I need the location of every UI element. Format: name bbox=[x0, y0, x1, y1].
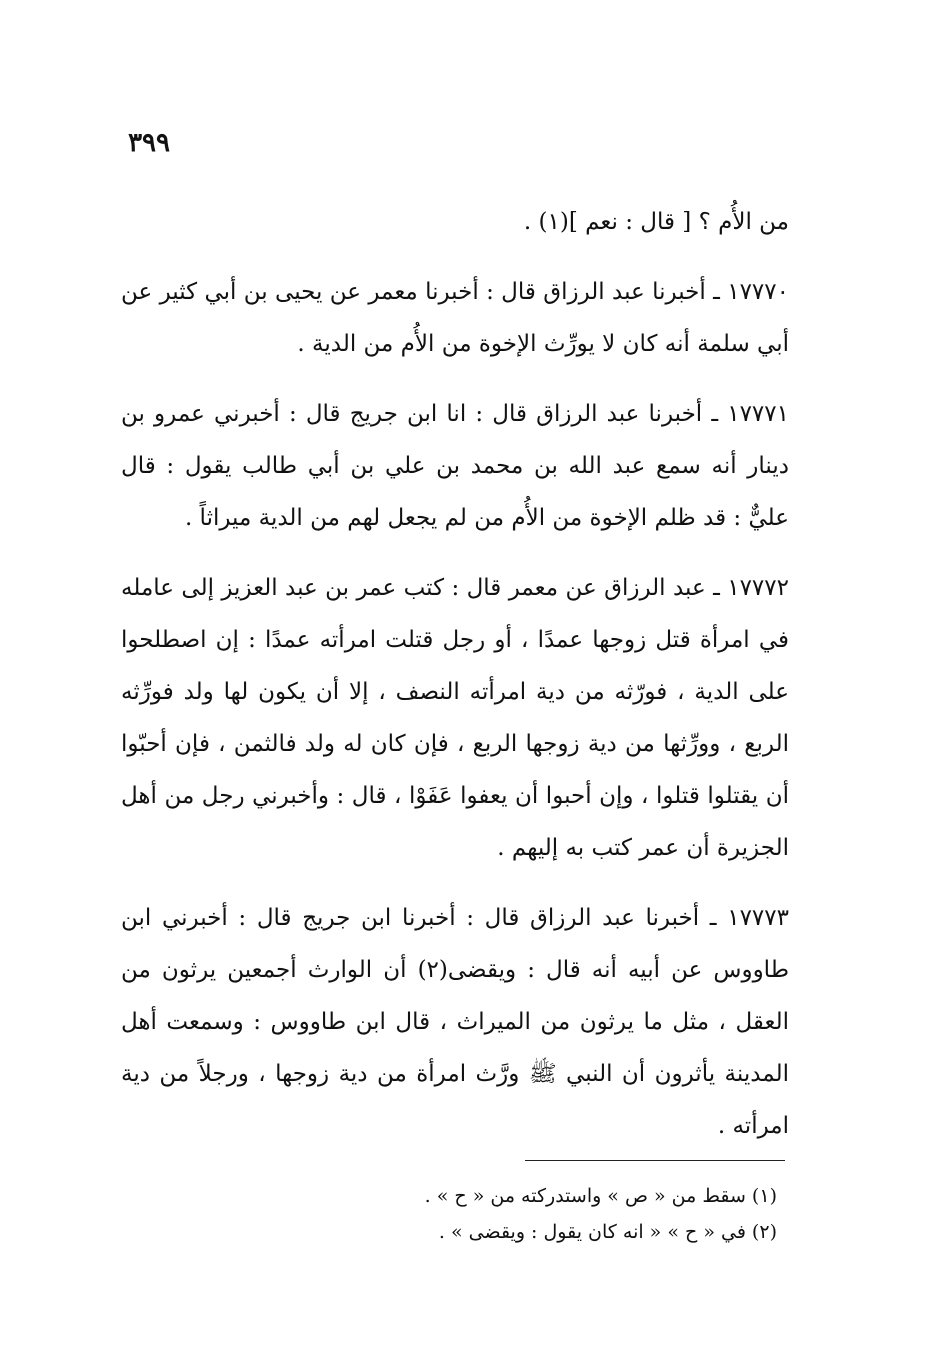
footnote-1: (١) سقط من « ص » واستدركته من « ح » . bbox=[424, 1185, 777, 1207]
page-number: ٣٩٩ bbox=[128, 128, 170, 158]
footnote-divider bbox=[525, 1160, 785, 1161]
paragraph-17771: ١٧٧٧١ ـ أخبرنا عبد الرزاق قال : انا ابن جريج قال : أخبرني عمرو بن دينار أنه سمع عبد الله بن محمد بن علي بن أبي طالب يقول : قال عليٌّ : قد ظلم الإخوة من الأُم من لم يجعل لهم من الدية ميراثاً . bbox=[121, 401, 789, 531]
footnotes bbox=[137, 1178, 777, 1250]
paragraph-17772: ١٧٧٧٢ ـ عبد الرزاق عن معمر قال : كتب عمر بن عبد العزيز إلى عامله في امرأة قتل زوجها عمدًا ، أو رجل قتلت امرأته عمدًا : إن اصطلحوا على الدية ، فورّثه من دية امرأته النصف ، إلا أن يكون لها ولد فورِّثه الربع ، وورِّثها من دية زوجها الربع ، فإن كان له ولد فالثمن ، فإن أحبّوا أن يقتلوا قتلوا ، وإن أحبوا أن يعفوا عَفَوْا ، قال : وأخبرني رجل من أهل الجزيرة أن عمر كتب به إليهم . bbox=[121, 575, 789, 861]
paragraph-17773: ١٧٧٧٣ ـ أخبرنا عبد الرزاق قال : أخبرنا ابن جريج قال : أخبرني ابن طاووس عن أبيه أنه قال : ويقضى(٢) أن الوارث أجمعين يرثون من العقل ، مثل ما يرثون من الميراث ، قال ابن طاووس : وسمعت أهل المدينة يأثرون أن النبي ﷺ ورَّث امرأة من دية زوجها ، ورجلاً من دية امرأته . bbox=[121, 905, 789, 1139]
footnote-2: (٢) في « ح » « انه كان يقول : ويقضى » . bbox=[438, 1221, 777, 1243]
paragraph-17770: ١٧٧٧٠ ـ أخبرنا عبد الرزاق قال : أخبرنا معمر عن يحيى بن أبي كثير عن أبي سلمة أنه كان لا يورِّث الإخوة من الأُم من الدية . bbox=[121, 279, 789, 357]
paragraph-continuation: من الأُم ؟ [ قال : نعم ](١) . bbox=[523, 209, 789, 235]
main-text bbox=[121, 196, 789, 1152]
